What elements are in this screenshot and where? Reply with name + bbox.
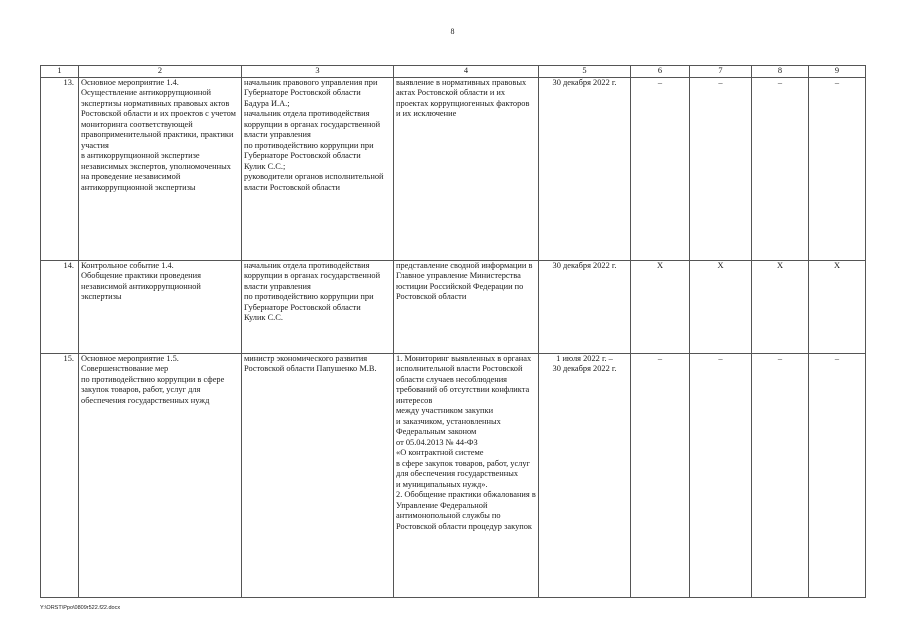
deadline-cell: 30 декабря 2022 г. bbox=[539, 77, 631, 260]
column-header: 2 bbox=[79, 66, 242, 78]
mark-cell-8: – bbox=[752, 353, 809, 597]
file-path-footer: Y:\ORST\Ppo\0809r522.f22.docx bbox=[40, 605, 121, 611]
mark-cell-8: – bbox=[752, 77, 809, 260]
responsible-cell: начальник правового управления при Губернаторе Ростовской области Бадура И.А.; начальник отдела противодействия коррупции в органах государственной власти управления по противодействию коррупции при Губернаторе Ростовской области Кулик С.С.; руководители органов исполнительной власти Ростовской области bbox=[242, 77, 394, 260]
column-header: 7 bbox=[690, 66, 752, 78]
plan-table bbox=[40, 65, 866, 598]
table-row bbox=[41, 260, 866, 353]
mark-cell-9: – bbox=[809, 77, 866, 260]
table-row bbox=[41, 353, 866, 597]
column-header: 6 bbox=[631, 66, 690, 78]
mark-cell-6: – bbox=[631, 77, 690, 260]
column-header: 5 bbox=[539, 66, 631, 78]
mark-cell-7: – bbox=[690, 353, 752, 597]
column-header: 9 bbox=[809, 66, 866, 78]
column-header: 1 bbox=[41, 66, 79, 78]
mark-cell-6: – bbox=[631, 353, 690, 597]
mark-cell-8: X bbox=[752, 260, 809, 353]
column-number-header-row bbox=[41, 66, 866, 78]
mark-cell-7: – bbox=[690, 77, 752, 260]
column-header: 3 bbox=[242, 66, 394, 78]
row-number: 14. bbox=[41, 260, 79, 353]
mark-cell-7: X bbox=[690, 260, 752, 353]
table-row bbox=[41, 77, 866, 260]
column-header: 8 bbox=[752, 66, 809, 78]
result-cell: выявление в нормативных правовых актах Ростовской области и их проектах коррупциогенных факторов и их исключение bbox=[394, 77, 539, 260]
page-number: 8 bbox=[450, 27, 455, 36]
result-cell: 1. Мониторинг выявленных в органах исполнительной власти Ростовской области случаев несоблюдения требований об отсутствии конфликта интересов между участником закупки и заказчиком, установленных Федеральным законом от 05.04.2013 № 44-ФЗ «О контрактной системе в сфере закупок товаров, работ, услуг для обеспечения государственных и муниципальных нужд». 2. Обобщение практики обжалования в Управление Федеральной антимонопольной службы по Ростовской области процедур закупок bbox=[394, 353, 539, 597]
row-number: 15. bbox=[41, 353, 79, 597]
event-cell: Основное мероприятие 1.5. Совершенствование мер по противодействию коррупции в сфере закупок товаров, работ, услуг для обеспечения государственных нужд bbox=[79, 353, 242, 597]
row-number: 13. bbox=[41, 77, 79, 260]
event-cell: Контрольное событие 1.4. Обобщение практики проведения независимой антикоррупционной экспертизы bbox=[79, 260, 242, 353]
deadline-cell: 30 декабря 2022 г. bbox=[539, 260, 631, 353]
mark-cell-9: X bbox=[809, 260, 866, 353]
mark-cell-6: X bbox=[631, 260, 690, 353]
deadline-cell: 1 июля 2022 г. – 30 декабря 2022 г. bbox=[539, 353, 631, 597]
responsible-cell: начальник отдела противодействия коррупции в органах государственной власти управления по противодействию коррупции при Губернаторе Ростовской области Кулик С.С. bbox=[242, 260, 394, 353]
responsible-cell: министр экономического развития Ростовской области Папушенко М.В. bbox=[242, 353, 394, 597]
event-cell: Основное мероприятие 1.4. Осуществление антикоррупционной экспертизы нормативных правовых актов Ростовской области и их проектов с учетом мониторинга соответствующей правоприменительной практики, практики участия в антикоррупционной экспертизе независимых экспертов, уполномоченных на проведение независимой антикоррупционной экспертизы bbox=[79, 77, 242, 260]
column-header: 4 bbox=[394, 66, 539, 78]
result-cell: представление сводной информации в Главное управление Министерства юстиции Российской Федерации по Ростовской области bbox=[394, 260, 539, 353]
mark-cell-9: – bbox=[809, 353, 866, 597]
